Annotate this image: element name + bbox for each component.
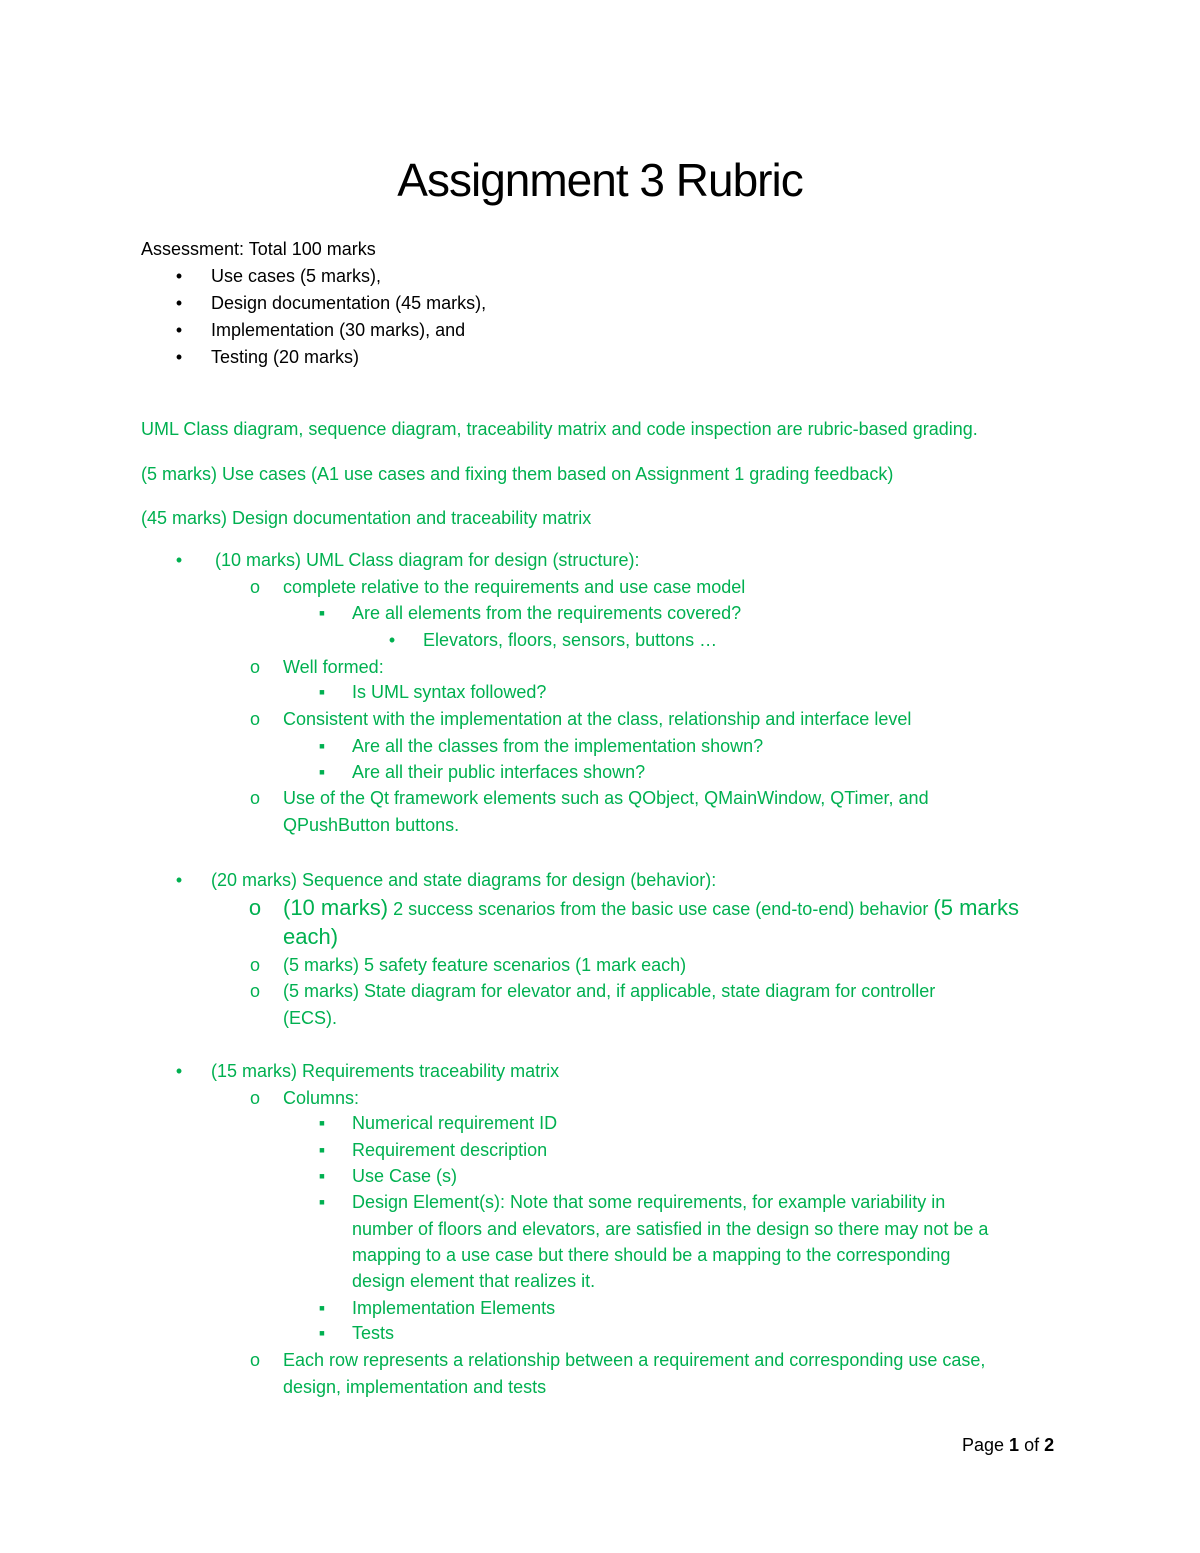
bullet-circle: o: [249, 788, 260, 808]
bullet-disc: •: [175, 870, 183, 890]
assessment-item: Use cases (5 marks),: [211, 266, 382, 286]
behavior-success-tail: (5 marks: [933, 895, 1019, 920]
use-cases-line: (5 marks) Use cases (A1 use cases and fixing them based on Assignment 1 grading feedback): [141, 464, 894, 484]
traceability-col-use-case: Use Case (s): [352, 1166, 458, 1186]
class-diagram-consistent: Consistent with the implementation at the class, relationship and interface level: [283, 709, 912, 729]
bullet-disc: •: [388, 630, 396, 650]
bullet-square: ▪: [318, 762, 326, 782]
page-footer: [962, 1433, 1054, 1457]
bullet-circle: o: [249, 577, 260, 597]
bullet-disc: •: [175, 347, 183, 367]
footer-page-word: Page: [962, 1435, 1010, 1455]
bullet-square: ▪: [318, 736, 326, 756]
bullet-circle: o: [249, 981, 260, 1001]
traceability-col-implementation: Implementation Elements: [352, 1298, 556, 1318]
footer-page-number: 1: [1009, 1435, 1020, 1455]
traceability-col-design-l2: number of floors and elevators, are satisfied in the design so there may not be a: [352, 1219, 989, 1239]
bullet-disc: •: [175, 266, 183, 286]
bullet-circle: o: [249, 1350, 260, 1370]
rubric-intro: UML Class diagram, sequence diagram, traceability matrix and code inspection are rubric-based grading.: [141, 419, 978, 439]
footer-page-total: 2: [1044, 1435, 1055, 1455]
bullet-square: ▪: [318, 1298, 326, 1318]
bullet-circle: o: [249, 955, 260, 975]
design-heading: (45 marks) Design documentation and traceability matrix: [141, 508, 592, 528]
document-title: Assignment 3 Rubric: [397, 154, 803, 206]
bullet-disc: •: [175, 1061, 183, 1081]
traceability-col-description: Requirement description: [352, 1140, 548, 1160]
bullet-circle: o: [249, 657, 260, 677]
traceability-col-design-l1: Design Element(s): Note that some requirements, for example variability in: [352, 1192, 946, 1212]
footer-of-word: of: [1019, 1435, 1045, 1455]
traceability-col-design-l4: design element that realizes it.: [352, 1271, 596, 1291]
traceability-col-design-l3: mapping to a use case but there should be a mapping to the corresponding: [352, 1245, 951, 1265]
bullet-circle: o: [249, 1088, 260, 1108]
behavior-success-marks: (10 marks): [283, 895, 389, 920]
class-diagram-label: (10 marks) UML Class diagram for design (structure):: [215, 550, 640, 570]
behavior-label: (20 marks) Sequence and state diagrams for design (behavior):: [211, 870, 717, 890]
traceability-row-l1: Each row represents a relationship between a requirement and corresponding use case,: [283, 1350, 986, 1370]
traceability-label: (15 marks) Requirements traceability matrix: [211, 1061, 560, 1081]
bullet-disc: •: [175, 320, 183, 340]
behavior-state-line1: (5 marks) State diagram for elevator and, if applicable, state diagram for controller: [283, 981, 936, 1001]
assessment-item: Implementation (30 marks), and: [211, 320, 466, 340]
behavior-state-line2: (ECS).: [283, 1008, 337, 1028]
class-diagram-examples: Elevators, floors, sensors, buttons …: [423, 630, 718, 650]
traceability-columns-label: Columns:: [283, 1088, 360, 1108]
traceability-col-id: Numerical requirement ID: [352, 1113, 558, 1133]
bullet-disc: •: [175, 550, 183, 570]
behavior-success-line1: [283, 896, 1019, 921]
behavior-success-text: 2 success scenarios from the basic use case (end-to-end) behavior: [388, 899, 934, 919]
assessment-heading: Assessment: Total 100 marks: [141, 239, 376, 259]
class-diagram-covered: Are all elements from the requirements covered?: [352, 603, 742, 623]
bullet-square: ▪: [318, 1113, 326, 1133]
class-diagram-syntax: Is UML syntax followed?: [352, 682, 547, 702]
bullet-circle: o: [248, 895, 262, 920]
bullet-square: ▪: [318, 1323, 326, 1343]
bullet-square: ▪: [318, 1140, 326, 1160]
assessment-item: Design documentation (45 marks),: [211, 293, 487, 313]
bullet-circle: o: [249, 709, 260, 729]
bullet-disc: •: [175, 293, 183, 313]
class-diagram-well-formed: Well formed:: [283, 657, 384, 677]
bullet-square: ▪: [318, 1166, 326, 1186]
class-diagram-complete: complete relative to the requirements and use case model: [283, 577, 746, 597]
traceability-col-tests: Tests: [352, 1323, 395, 1343]
class-diagram-classes-shown: Are all the classes from the implementation shown?: [352, 736, 764, 756]
traceability-row-l2: design, implementation and tests: [283, 1377, 547, 1397]
class-diagram-interfaces-shown: Are all their public interfaces shown?: [352, 762, 646, 782]
bullet-square: ▪: [318, 603, 326, 623]
behavior-success-line2: each): [283, 924, 339, 949]
assessment-item: Testing (20 marks): [211, 347, 360, 367]
class-diagram-qt-line1: Use of the Qt framework elements such as QObject, QMainWindow, QTimer, and: [283, 788, 929, 808]
class-diagram-qt-line2: QPushButton buttons.: [283, 815, 460, 835]
bullet-square: ▪: [318, 1192, 326, 1212]
behavior-safety: (5 marks) 5 safety feature scenarios (1 mark each): [283, 955, 687, 975]
bullet-square: ▪: [318, 682, 326, 702]
